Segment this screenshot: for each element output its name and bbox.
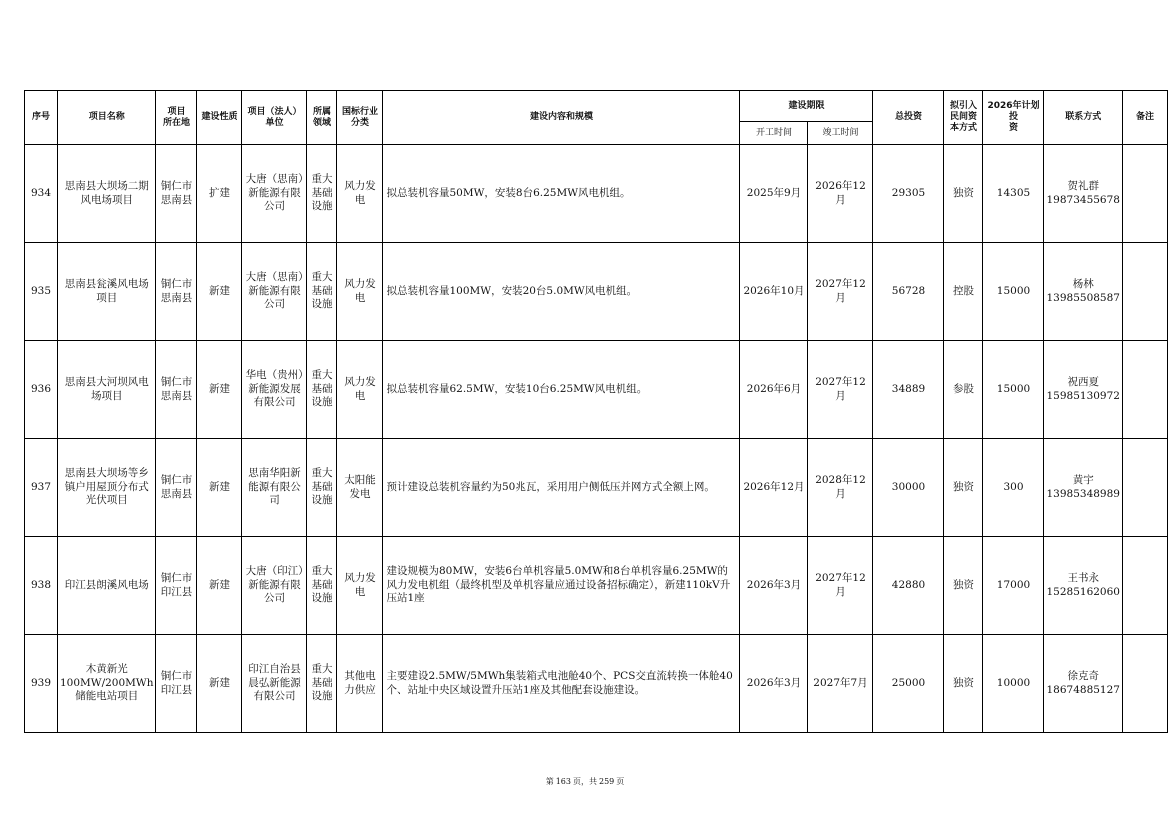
cell-contact: 王书永 15285162060 — [1044, 537, 1123, 635]
cell-location: 铜仁市 印江县 — [156, 537, 197, 635]
header-industry: 国标行业 分类 — [337, 91, 383, 145]
cell-contact: 杨林 13985508587 — [1044, 243, 1123, 341]
cell-seq: 938 — [25, 537, 58, 635]
cell-unit: 思南华阳新能源有限公司 — [242, 439, 307, 537]
cell-investment: 25000 — [873, 635, 944, 733]
table-row — [25, 439, 1168, 537]
page-footer — [0, 776, 1170, 787]
cell-name: 思南县瓮溪风电场项目 — [58, 243, 156, 341]
footer-suffix: 页 — [616, 777, 625, 786]
cell-industry: 风力发电 — [337, 243, 383, 341]
cell-remark — [1122, 537, 1167, 635]
cell-unit: 大唐（思南）新能源有限公司 — [242, 243, 307, 341]
header-plan-2026: 2026年计划投 资 — [983, 91, 1044, 145]
cell-content: 拟总装机容量100MW，安装20台5.0MW风电机组。 — [383, 243, 740, 341]
cell-private-capital: 参股 — [944, 341, 983, 439]
cell-start: 2026年3月 — [740, 635, 808, 733]
cell-start: 2026年12月 — [740, 439, 808, 537]
cell-name: 思南县大河坝风电场项目 — [58, 341, 156, 439]
cell-plan-2026: 14305 — [983, 145, 1044, 243]
cell-field: 重大基础设施 — [307, 635, 337, 733]
header-contact: 联系方式 — [1044, 91, 1123, 145]
cell-plan-2026: 10000 — [983, 635, 1044, 733]
cell-contact: 徐克奇 18674885127 — [1044, 635, 1123, 733]
cell-industry: 太阳能发电 — [337, 439, 383, 537]
cell-private-capital: 独资 — [944, 635, 983, 733]
cell-seq: 934 — [25, 145, 58, 243]
cell-content: 拟总装机容量62.5MW，安装10台6.25MW风电机组。 — [383, 341, 740, 439]
project-table — [24, 90, 1168, 733]
table-row — [25, 537, 1168, 635]
cell-plan-2026: 17000 — [983, 537, 1044, 635]
cell-location: 铜仁市 思南县 — [156, 439, 197, 537]
footer-page-number: 163 — [555, 777, 571, 786]
header-content: 建设内容和规模 — [383, 91, 740, 145]
header-end: 竣工时间 — [808, 122, 873, 145]
header-start: 开工时间 — [740, 122, 808, 145]
cell-name: 思南县大坝场等乡镇户用屋顶分布式光伏项目 — [58, 439, 156, 537]
header-field: 所属 领域 — [307, 91, 337, 145]
cell-location: 铜仁市 思南县 — [156, 341, 197, 439]
cell-field: 重大基础设施 — [307, 439, 337, 537]
cell-private-capital: 独资 — [944, 537, 983, 635]
cell-remark — [1122, 635, 1167, 733]
cell-field: 重大基础设施 — [307, 537, 337, 635]
cell-nature: 新建 — [197, 243, 242, 341]
cell-unit: 大唐（思南）新能源有限公司 — [242, 145, 307, 243]
cell-content: 建设规模为80MW，安装6台单机容量5.0MW和8台单机容量6.25MW的风力发电机组（最终机型及单机容量应通过设备招标确定），新建110kV升压站1座 — [383, 537, 740, 635]
cell-nature: 扩建 — [197, 145, 242, 243]
table-row — [25, 243, 1168, 341]
cell-end: 2026年12月 — [808, 145, 873, 243]
footer-total-pages: 259 — [599, 777, 615, 786]
table-row — [25, 145, 1168, 243]
cell-industry: 风力发电 — [337, 341, 383, 439]
header-private-capital: 拟引入 民间资 本方式 — [944, 91, 983, 145]
header-investment: 总投资 — [873, 91, 944, 145]
cell-start: 2025年9月 — [740, 145, 808, 243]
cell-nature: 新建 — [197, 635, 242, 733]
cell-nature: 新建 — [197, 341, 242, 439]
footer-middle: 页，共 — [573, 777, 597, 786]
cell-field: 重大基础设施 — [307, 243, 337, 341]
cell-field: 重大基础设施 — [307, 341, 337, 439]
cell-field: 重大基础设施 — [307, 145, 337, 243]
header-seq: 序号 — [25, 91, 58, 145]
cell-end: 2027年12月 — [808, 537, 873, 635]
cell-location: 铜仁市 思南县 — [156, 243, 197, 341]
cell-contact: 祝西夏 15985130972 — [1044, 341, 1123, 439]
header-nature: 建设性质 — [197, 91, 242, 145]
table-row — [25, 341, 1168, 439]
cell-industry: 风力发电 — [337, 537, 383, 635]
cell-industry: 其他电力供应 — [337, 635, 383, 733]
header-remark: 备注 — [1122, 91, 1167, 145]
cell-content: 拟总装机容量50MW，安装8台6.25MW风电机组。 — [383, 145, 740, 243]
cell-remark — [1122, 439, 1167, 537]
cell-name: 思南县大坝场二期风电场项目 — [58, 145, 156, 243]
header-name: 项目名称 — [58, 91, 156, 145]
header-location: 项目 所在地 — [156, 91, 197, 145]
cell-private-capital: 独资 — [944, 439, 983, 537]
cell-private-capital: 独资 — [944, 145, 983, 243]
cell-unit: 华电（贵州）新能源发展有限公司 — [242, 341, 307, 439]
table-row — [25, 635, 1168, 733]
cell-seq: 937 — [25, 439, 58, 537]
cell-start: 2026年10月 — [740, 243, 808, 341]
cell-private-capital: 控股 — [944, 243, 983, 341]
cell-nature: 新建 — [197, 439, 242, 537]
cell-end: 2027年12月 — [808, 243, 873, 341]
header-period: 建设期限 — [740, 91, 873, 122]
cell-location: 铜仁市 印江县 — [156, 635, 197, 733]
cell-plan-2026: 300 — [983, 439, 1044, 537]
cell-location: 铜仁市 思南县 — [156, 145, 197, 243]
cell-end: 2027年7月 — [808, 635, 873, 733]
cell-end: 2028年12月 — [808, 439, 873, 537]
cell-industry: 风力发电 — [337, 145, 383, 243]
cell-seq: 935 — [25, 243, 58, 341]
cell-remark — [1122, 341, 1167, 439]
cell-remark — [1122, 243, 1167, 341]
cell-name: 木黄新光100MW/200MWh储能电站项目 — [58, 635, 156, 733]
cell-seq: 939 — [25, 635, 58, 733]
cell-investment: 30000 — [873, 439, 944, 537]
cell-seq: 936 — [25, 341, 58, 439]
cell-unit: 大唐（印江）新能源有限公司 — [242, 537, 307, 635]
cell-start: 2026年3月 — [740, 537, 808, 635]
cell-remark — [1122, 145, 1167, 243]
cell-nature: 新建 — [197, 537, 242, 635]
cell-investment: 42880 — [873, 537, 944, 635]
cell-content: 预计建设总装机容量约为50兆瓦，采用用户侧低压并网方式全额上网。 — [383, 439, 740, 537]
cell-name: 印江县朗溪风电场 — [58, 537, 156, 635]
cell-end: 2027年12月 — [808, 341, 873, 439]
cell-content: 主要建设2.5MW/5MWh集装箱式电池舱40个、PCS交直流转换一体舱40个、站址中央区域设置升压站1座及其他配套设施建设。 — [383, 635, 740, 733]
cell-plan-2026: 15000 — [983, 341, 1044, 439]
cell-investment: 29305 — [873, 145, 944, 243]
cell-plan-2026: 15000 — [983, 243, 1044, 341]
footer-prefix: 第 — [545, 777, 554, 786]
cell-contact: 贺礼群 19873455678 — [1044, 145, 1123, 243]
cell-unit: 印江自治县晨弘新能源有限公司 — [242, 635, 307, 733]
cell-investment: 34889 — [873, 341, 944, 439]
header-unit: 项目（法人） 单位 — [242, 91, 307, 145]
cell-investment: 56728 — [873, 243, 944, 341]
cell-contact: 黄宇 13985348989 — [1044, 439, 1123, 537]
cell-start: 2026年6月 — [740, 341, 808, 439]
